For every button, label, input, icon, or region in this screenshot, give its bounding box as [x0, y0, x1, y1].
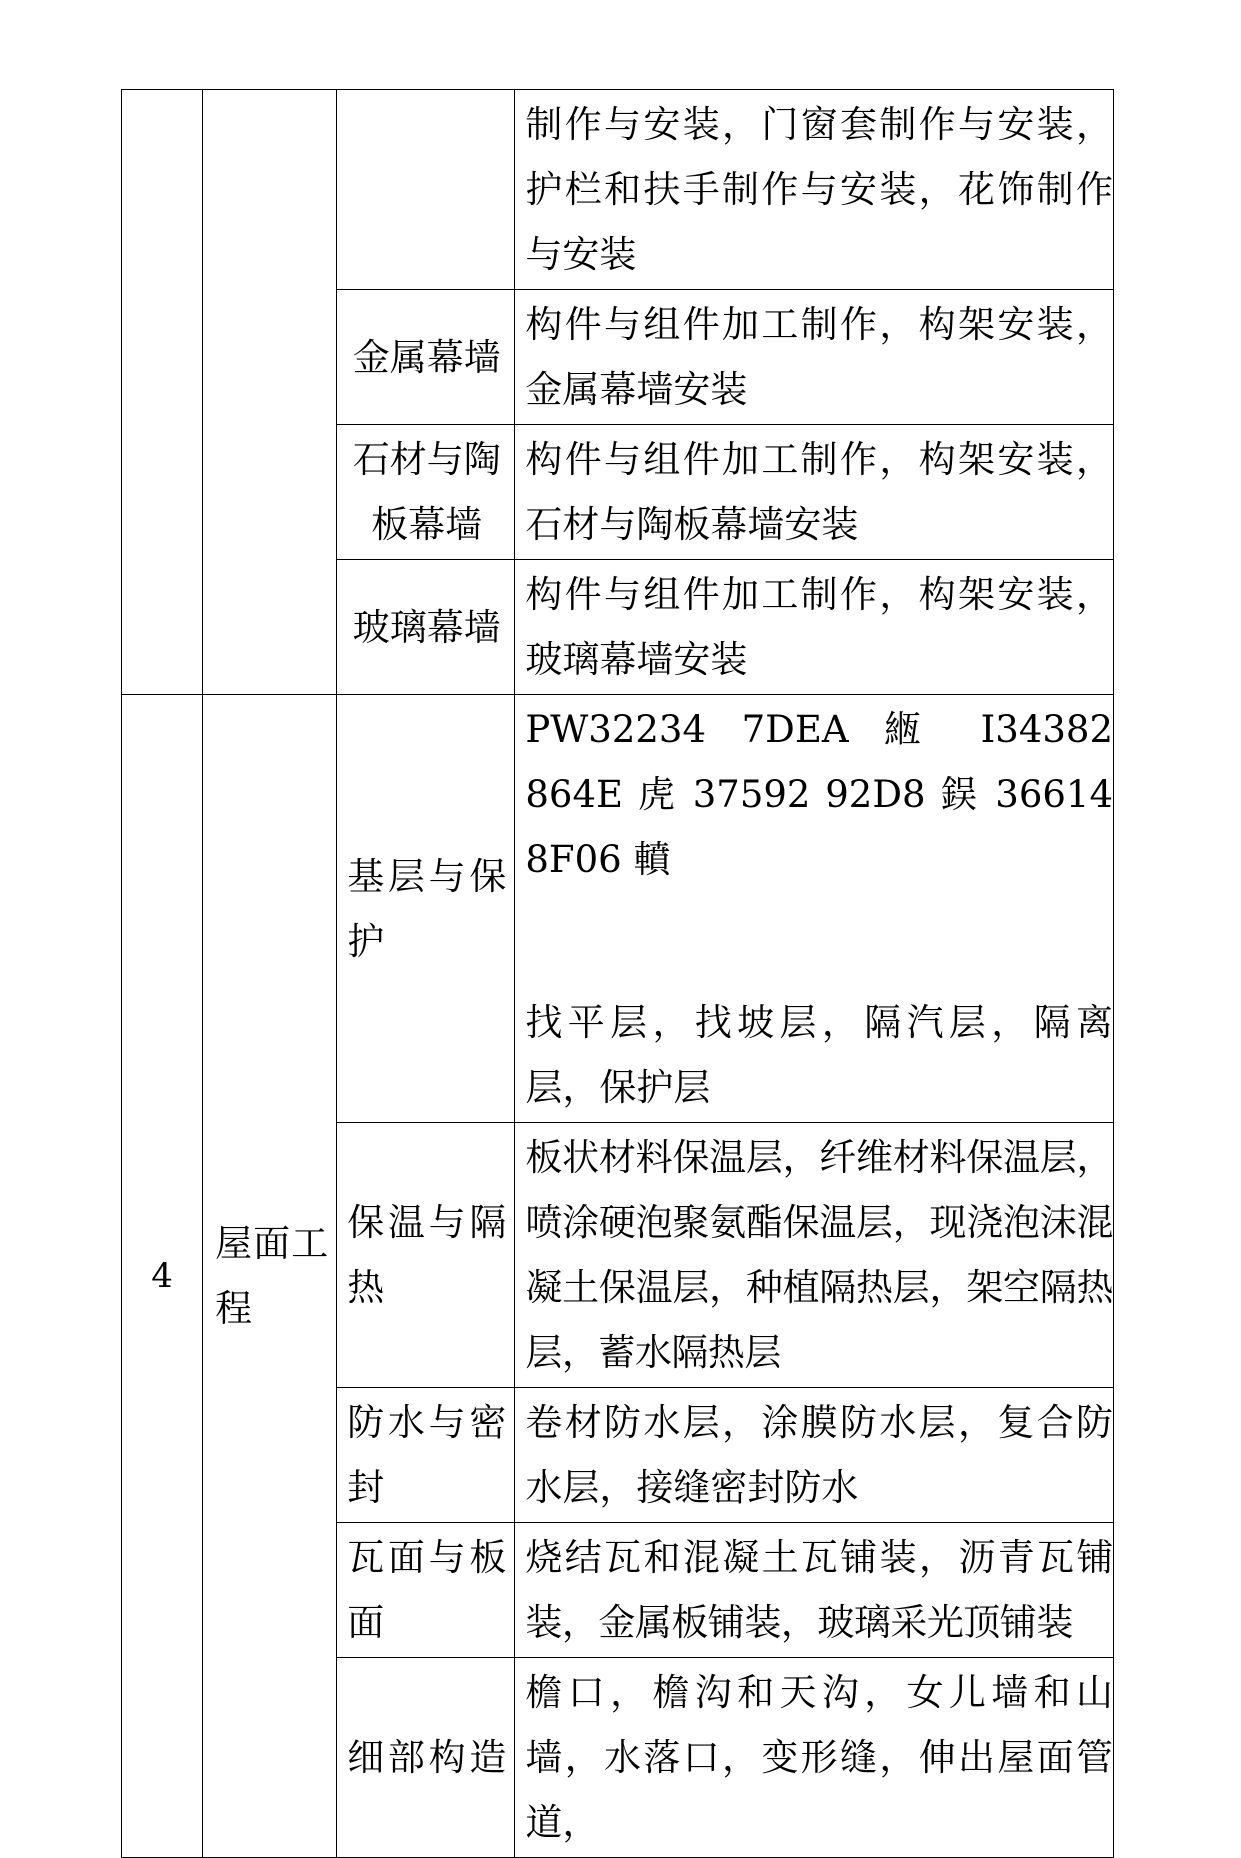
subsection-cell: 防水与密封 [337, 1388, 515, 1523]
subsection-cell: 石材与陶板幕墙 [337, 425, 515, 560]
description-cell: 构件与组件加工制作，构架安装，玻璃幕墙安装 [515, 560, 1114, 695]
subsection-cell [337, 90, 515, 290]
description-cell [515, 695, 1114, 1123]
subsection-cell: 瓦面与板面 [337, 1523, 515, 1658]
spacer [525, 892, 1113, 990]
description-cell: 板状材料保温层，纤维材料保温层，喷涂硬泡聚氨酯保温层，现浇泡沫混凝土保温层，种植隔热层，架空隔热层，蓄水隔热层 [515, 1123, 1114, 1388]
subsection-cell: 基层与保护 [337, 695, 515, 1123]
table-row [122, 90, 1114, 290]
table-row [122, 695, 1114, 1123]
section-number: 4 [122, 695, 203, 1858]
section-name: 屋面工程 [203, 695, 337, 1858]
description-cell: 制作与安装，门窗套制作与安装，护栏和扶手制作与安装，花饰制作与安装 [515, 90, 1114, 290]
description-cell: 卷材防水层，涂膜防水层，复合防水层，接缝密封防水 [515, 1388, 1114, 1523]
garbled-text: PW32234 7DEA 緪 I34382 864E 虎 37592 92D8 鋘 36614 8F06 轒 [525, 708, 1113, 881]
description-cell: 烧结瓦和混凝土瓦铺装，沥青瓦铺装，金属板铺装，玻璃采光顶铺装 [515, 1523, 1114, 1658]
description-cell: 檐口，檐沟和天沟，女儿墙和山墙，水落口，变形缝，伸出屋面管道， [515, 1658, 1114, 1858]
description-cell: 构件与组件加工制作，构架安装，金属幕墙安装 [515, 290, 1114, 425]
description-text: 找平层，找坡层，隔汽层，隔离层，保护层 [525, 1001, 1113, 1109]
subsection-cell: 保温与隔热 [337, 1123, 515, 1388]
subsection-cell: 玻璃幕墙 [337, 560, 515, 695]
description-cell: 构件与组件加工制作，构架安装，石材与陶板幕墙安装 [515, 425, 1114, 560]
index-cell-empty [122, 90, 203, 695]
construction-items-table [121, 89, 1114, 1858]
category-cell-empty [203, 90, 337, 695]
subsection-cell: 金属幕墙 [337, 290, 515, 425]
subsection-cell: 细部构造 [337, 1658, 515, 1858]
